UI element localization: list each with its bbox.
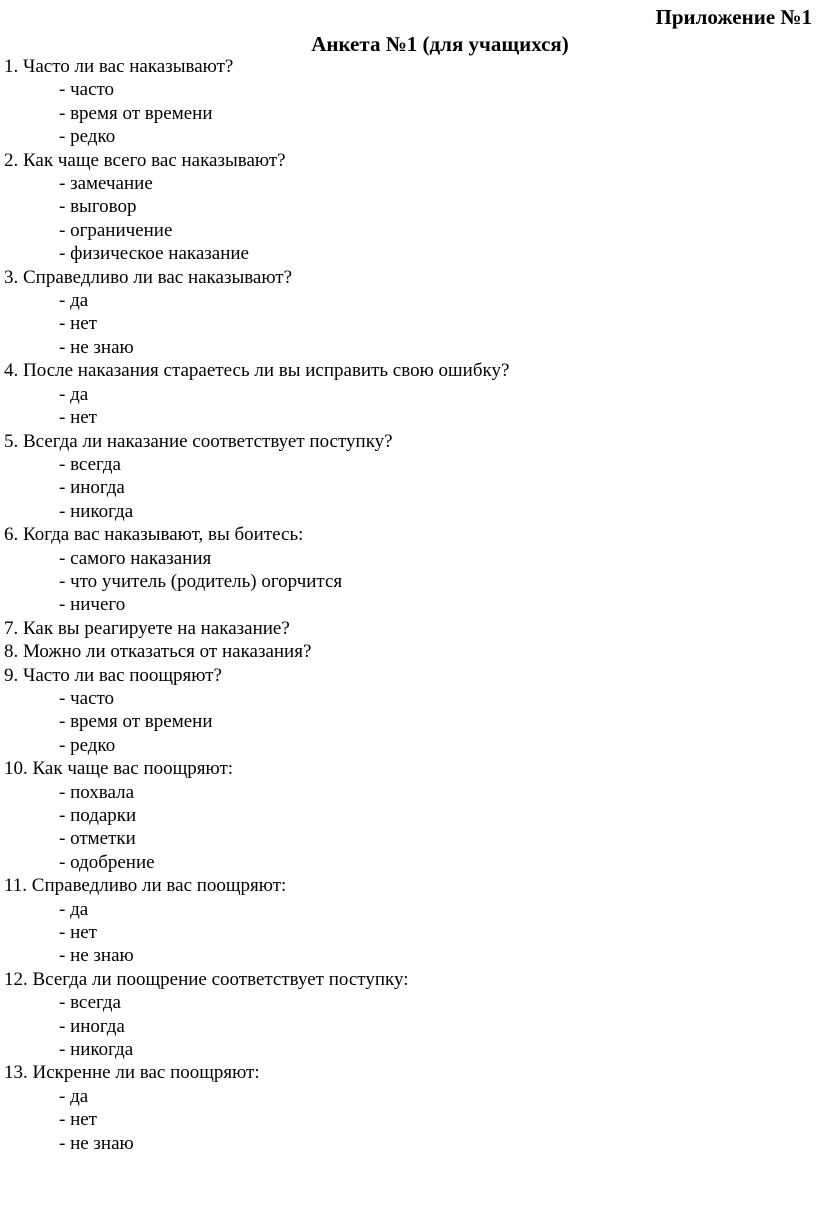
answer-option: - всегда [59, 453, 121, 475]
answer-option: - не знаю [59, 945, 134, 967]
answer-option: - ничего [59, 594, 126, 616]
answer-option: - нет [59, 922, 97, 944]
question-8: 8. Можно ли отказаться от наказания? [4, 641, 312, 663]
question-5: 5. Всегда ли наказание соответствует поступку? [4, 430, 393, 452]
answer-option: - нет [59, 313, 97, 335]
answer-option: - часто [59, 687, 115, 709]
answer-option: - никогда [59, 1039, 134, 1061]
answer-option: - время от времени [59, 102, 213, 124]
answer-option: - всегда [59, 992, 121, 1014]
answer-option: - да [59, 290, 89, 312]
question-2: 2. Как чаще всего вас наказывают? [4, 149, 286, 171]
answer-option: - физическое наказание [59, 243, 249, 265]
answer-option: - отметки [59, 828, 136, 850]
questionnaire [4, 55, 804, 1155]
answer-option: - самого наказания [59, 547, 212, 569]
appendix-label: Приложение №1 [655, 5, 812, 29]
answer-option: - что учитель (родитель) огорчится [59, 570, 343, 592]
answer-option: - иногда [59, 1015, 125, 1037]
answer-option: - выговор [59, 196, 137, 218]
answer-option: - да [59, 898, 89, 920]
question-6: 6. Когда вас наказывают, вы боитесь: [4, 524, 304, 546]
question-10: 10. Как чаще вас поощряют: [4, 758, 234, 780]
answer-option: - подарки [59, 805, 137, 826]
answer-option: - одобрение [59, 851, 155, 873]
question-13: 13. Искренне ли вас поощряют: [4, 1062, 260, 1084]
answer-option: - никогда [59, 500, 134, 522]
answer-option: - замечание [59, 173, 153, 195]
question-1: 1. Часто ли вас наказывают? [4, 56, 234, 77]
answer-option: - не знаю [59, 1132, 134, 1154]
answer-option: - время от времени [59, 711, 213, 733]
answer-option: - редко [59, 734, 116, 756]
question-3: 3. Справедливо ли вас наказывают? [4, 266, 293, 288]
answer-option: - похвала [59, 781, 135, 803]
answer-option: - не знаю [59, 336, 134, 358]
question-4: 4. После наказания стараетесь ли вы исправить свою ошибку? [4, 360, 510, 382]
question-11: 11. Справедливо ли вас поощряют: [4, 875, 287, 897]
answer-option: - нет [59, 407, 97, 429]
answer-option: - редко [59, 126, 116, 148]
answer-option: - да [59, 1085, 89, 1107]
answer-option: - ограничение [59, 219, 173, 241]
question-9: 9. Часто ли вас поощряют? [4, 664, 222, 686]
question-7: 7. Как вы реагируете на наказание? [4, 617, 290, 639]
answer-option: - иногда [59, 477, 125, 499]
page-title: Анкета №1 (для учащихся) [311, 32, 569, 56]
answer-option: - часто [59, 79, 115, 101]
answer-option: - да [59, 383, 89, 405]
question-12: 12. Всегда ли поощрение соответствует поступку: [4, 968, 409, 990]
answer-option: - нет [59, 1109, 97, 1131]
